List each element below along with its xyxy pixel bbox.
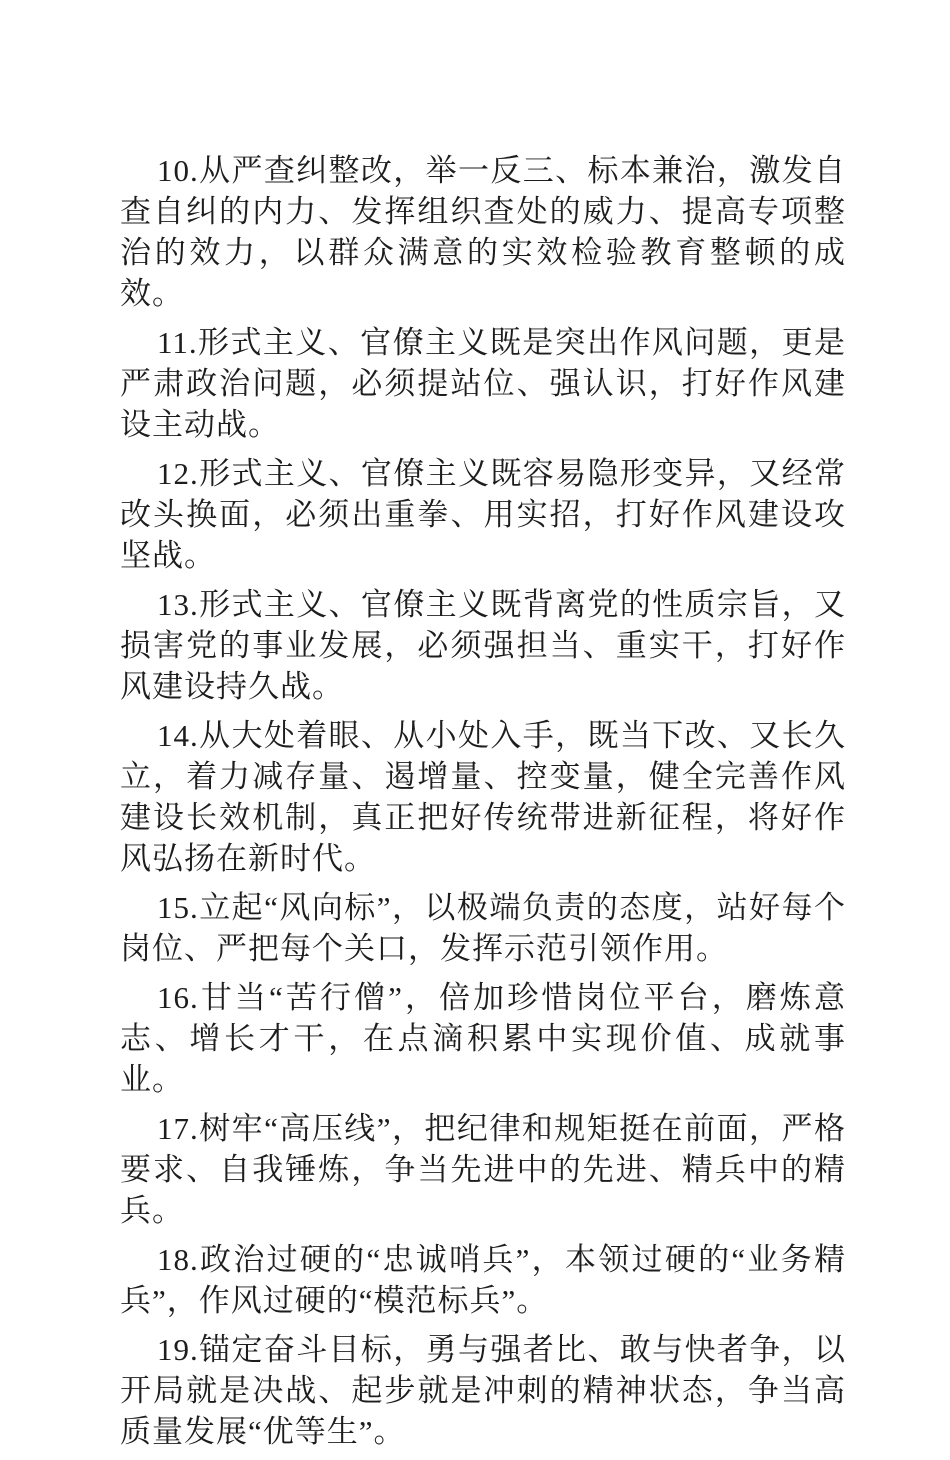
paragraph-item-13: 13.形式主义、官僚主义既背离党的性质宗旨，又损害党的事业发展，必须强担当、重实干，打好作风建设持久战。 xyxy=(120,587,846,704)
paragraph-item-17: 17.树牢“高压线”，把纪律和规矩挺在前面，严格要求、自我锤炼，争当先进中的先进、精兵中的精兵。 xyxy=(120,1111,846,1228)
paragraph-item-11: 11.形式主义、官僚主义既是突出作风问题，更是严肃政治问题，必须提站位、强认识，打好作风建设主动战。 xyxy=(120,325,846,442)
paragraph-item-18: 18.政治过硬的“忠诚哨兵”，本领过硬的“业务精兵”，作风过硬的“模范标兵”。 xyxy=(120,1242,846,1318)
paragraph-item-19: 19.锚定奋斗目标，勇与强者比、敢与快者争，以开局就是决战、起步就是冲刺的精神状态，争当高质量发展“优等生”。 xyxy=(120,1332,846,1449)
paragraph-item-14: 14.从大处着眼、从小处入手，既当下改、又长久立，着力减存量、遏增量、控变量，健全完善作风建设长效机制，真正把好传统带进新征程，将好作风弘扬在新时代。 xyxy=(120,718,846,876)
paragraph-item-12: 12.形式主义、官僚主义既容易隐形变异，又经常改头换面，必须出重拳、用实招，打好作风建设攻坚战。 xyxy=(120,456,846,573)
document-body xyxy=(120,150,846,1460)
paragraph-item-10: 10.从严查纠整改，举一反三、标本兼治，激发自查自纠的内力、发挥组织查处的威力、提高专项整治的效力，以群众满意的实效检验教育整顿的成效。 xyxy=(120,153,846,311)
paragraph-item-15: 15.立起“风向标”，以极端负责的态度，站好每个岗位、严把每个关口，发挥示范引领作用。 xyxy=(120,890,846,966)
paragraph-item-16: 16.甘当“苦行僧”，倍加珍惜岗位平台，磨炼意志、增长才干，在点滴积累中实现价值、成就事业。 xyxy=(120,980,846,1097)
